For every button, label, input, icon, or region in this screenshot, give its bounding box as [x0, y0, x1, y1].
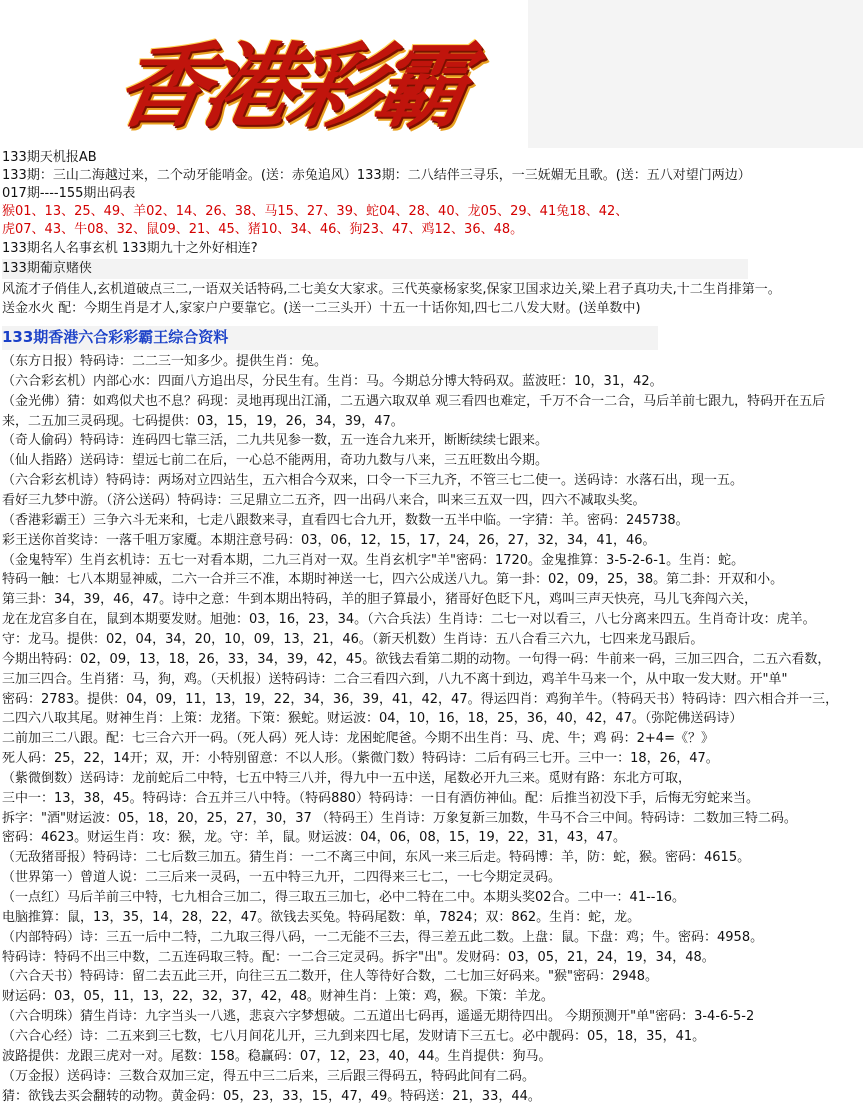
zodiac-number-line: 虎07、43、牛08、32、鼠09、21、45、猪10、34、46、狗23、47、鸡12、36、48。 — [2, 222, 524, 237]
body-line: 今期出特码：02，09，13，18，26，33，34，39，42，45。欲钱去看第二期的动物。一句得一码：牛前来一码，三加三四合，二五六看数， — [2, 651, 831, 667]
body-line: （无敌猪哥报）特码诗：二七后数三加五。猜生肖：一二不离三中间，东风一来三后走。特码博：羊，防：蛇，猴。密码：4615。 — [2, 850, 751, 866]
body-line: 守：龙马。提供：02，04，34，20，10，09，13，21，46。（新天机数）生肖诗：五八合看三六九，七四来龙马跟后。 — [2, 631, 704, 647]
body-line: 财运码：03，05，11，13，22，32，37，42，48。财神生肖：上策：鸡，猴。下策：羊龙。 — [2, 989, 554, 1005]
text-line: 送金水火 配：今期生肖是才人,家家户户要靠它。(送一二三头开）十五一十话你知,四七二八发大财。(送单数中) — [2, 301, 641, 316]
body-line: 电脑推算：鼠，13，35，14，28，22，47。欲钱去买兔。特码尾数：单，7824；双：862。生肖：蛇，龙。 — [2, 909, 641, 925]
body-line: 波路提供：龙跟三虎对一对。尾数：158。稳赢码：07，12，23，40，44。生肖提供：狗马。 — [2, 1048, 552, 1064]
body-line: （六合天书）特码诗：留二去五此三开，向往三五二数开，住人等待好合数，二七加三好码来。"猴"密码：2948。 — [2, 969, 659, 985]
body-line: 密码：2783。提供：04，09，11，13，19，22，34，36，39，41，42，47。得运四肖：鸡狗羊牛。（特码天书）特码诗：四六相合并一三， — [2, 691, 839, 707]
body-line: 猜：欲钱去买会翻转的动物。黄金码：05，23，33，15，47，49。特码送：21，33，44。 — [2, 1088, 541, 1104]
body-line: （六合明珠）猜生肖诗：九字当头一八逃，悲哀六字梦想破。二五道出七码再，遥遥无期待四出。 今期预测开"单"密码：3-4-6-5-2 — [2, 1009, 755, 1025]
text-line: 017期----155期出码表 — [2, 186, 136, 201]
banner-title: 香港彩霸 — [108, 32, 472, 140]
body-line: （金光佛）猜：如鸡似犬也不息？码现：灵地再现出江涌，二五遇六取双单 观三看四也难定，千万不合一二合，马后羊前七跟九，特码开在五后 — [2, 393, 826, 409]
body-line: 看好三九梦中游。（济公送码）特码诗：三足鼎立二五齐，四一出码八来合，叫来三五双一四，四六不减取头奖。 — [2, 493, 646, 508]
body-line: 密码：4623。财运生肖：攻：猴，龙。守：羊，鼠。财运波：04，06，08，15，19，22，31，43，47。 — [2, 830, 626, 846]
text-line: 风流才子俏佳人,玄机道破点三二,一语双关话特码,二七美女大家求。三代英豪杨家奖,保家卫国求边关,梁上君子真功夫,十二生肖排第一。 — [2, 282, 781, 297]
body-line: 特码一触：七八本期显神威，二六一合并三不准，本期时神送一七，四六公成送八九。第一卦：02，09，25，38。第二卦：开双和小。 — [2, 572, 784, 588]
body-line: 三加三四合。生肖猪：马，狗，鸡。（天机报）送特码诗：二合三看四六到，八九不离十到边，鸡羊牛马来一个，从中取一发大财。开"单" — [2, 671, 788, 687]
body-line: 拆字："酒"财运波：05，18，20，25，27，30，37 （特码王）生肖诗：万象复新三加数，牛马不合三中间。特码诗：二数加三特二码。 — [2, 810, 797, 826]
body-line: 死人码：25，22，14开；双，开：小特别留意：不以人形。（紫微门数）特码诗：二后有码三七开。三中一：18，26，47。 — [2, 751, 719, 766]
body-line: （紫微倒数）送码诗：龙前蛇后二中特，七五中特三八并，得九中一五中送，尾数必开九三来。觅财有路：东北方可取， — [2, 770, 692, 786]
body-line: （东方日报）特码诗：二二三一知多少。提供生肖：兔。 — [2, 354, 328, 369]
body-line: 二四六八取其尾。财神生肖：上策：龙猪。下策：猴蛇。财运波：04，10，16，18，25，36，40，42，47。（弥陀佛送码诗） — [2, 711, 743, 727]
body-line: （香港彩霸王）三争六斗无来和，七走八跟数来寻，直看四七合九开，数数一五半中临。一字猜：羊。密码：245738。 — [2, 512, 689, 528]
body-line: 第三卦：34，39，46，47。诗中之意：牛到本期出特码，羊的胆子算最小，猪哥好色眨下凡，鸡叫三声天快亮，马儿飞奔闯六关， — [2, 592, 758, 608]
body-line: （六合彩玄机）内部心水：四面八方追出尽，分民生有。生肖：马。今期总分博大特码双。蓝波旺：10，31，42。 — [2, 373, 663, 389]
zodiac-number-line: 猴01、13、25、49、羊02、14、26、38、马15、27、39、蛇04、28、40、龙05、29、41兔18、42、 — [2, 204, 629, 219]
body-line: （金鬼特军）生肖玄机诗：五七一对看本期，二九三肖对一双。生肖玄机字"羊"密码：1720。金鬼推算：3-5-2-6-1。生肖：蛇。 — [2, 552, 745, 568]
body-line: （内部特码）诗：三五一后中二特，二九取三得八码，一二无能不三去，得三差五此二数。上盘：鼠。下盘：鸡；牛。密码：4958。 — [2, 929, 764, 945]
body-line: （奇人偷码）特码诗：连码四七靠三活，二九共见参一数，五一连合九来开，断断续续七跟来。 — [2, 433, 549, 449]
banner-background — [528, 0, 863, 148]
body-line: （万金报）送码诗：三数合双加三定，得五中三二后来，三后跟三得码五，特码此间有二码。 — [2, 1068, 536, 1084]
body-line: 三中一：13，38，45。特码诗：合五并三八中特。（特码880）特码诗：一日有酒仿神仙。配：后推当初没下手，后悔无穷蛇来当。 — [2, 790, 759, 806]
section-title: 133期香港六合彩彩霸王综合资料 — [2, 326, 658, 350]
header-banner — [0, 0, 863, 148]
body-line: （六合心经）诗：二五来到三七数，七八月间花儿开，三九到来四七尾，发财请下三五七。必中靓码：05，18，35，41。 — [2, 1028, 706, 1044]
text-line: 133期天机报AB — [2, 150, 97, 165]
body-line: （仙人指路）送码诗：望远七前二在后，一心总不能两用，奇功九数与八来，三五旺数出今期。 — [2, 453, 549, 469]
body-line: 特码诗：特码不出三中数，二五连码取三特。配：一二合三定灵码。拆字"出"。发财码：03，05，21，24，19，34，48。 — [2, 949, 715, 965]
body-line: 彩王送你首奖诗：一落千咀万家魇。本期注意号码：03，06，12，15，17，24，26，27，32，34，41，46。 — [2, 532, 656, 548]
text-line: 133期葡京赌侠 — [2, 259, 748, 279]
body-line: 来，二五加三灵码现。七码提供：03，15，19，26，34，39，47。 — [2, 413, 404, 429]
text-line: 133期：三山二海越过来，二个动牙能哨金。(送：赤兔追风）133期：二八结伴三寻乐，一三妩媚无且歌。(送：五八对望门两边） — [2, 168, 751, 183]
body-line: （世界第一）曾道人说：二三后来一灵码，一五中特三九开，二四得来三七二，一七今期定灵码。 — [2, 870, 562, 886]
body-line: 龙在龙宫多自在，鼠到本期要发财。旭弛：03，16，23，34。（六合兵法）生肖诗：二七一对以看三，八七分离来四五。生肖奇计攻：虎羊。 — [2, 612, 816, 627]
body-line: 二前加三二八跟。配：七三合六开一码。（死人码）死人诗：龙困蛇爬爸。今期不出生肖：马、虎、牛；鸡 码：2+4=《？》 — [2, 731, 714, 747]
body-line: （一点红）马后羊前三中特，七九相合三加二，得三取五三加七，必中二特在二中。本期头奖02合。二中一：41--16。 — [2, 890, 686, 905]
body-line: （六合彩玄机诗）特码诗：两场对立四站生，五六相合今双来，口令一下三九齐，不管三七二使一。送码诗：水落石出，现一五。 — [2, 473, 744, 489]
text-line: 133期名人名事玄机 133期九十之外好相连? — [2, 241, 258, 256]
